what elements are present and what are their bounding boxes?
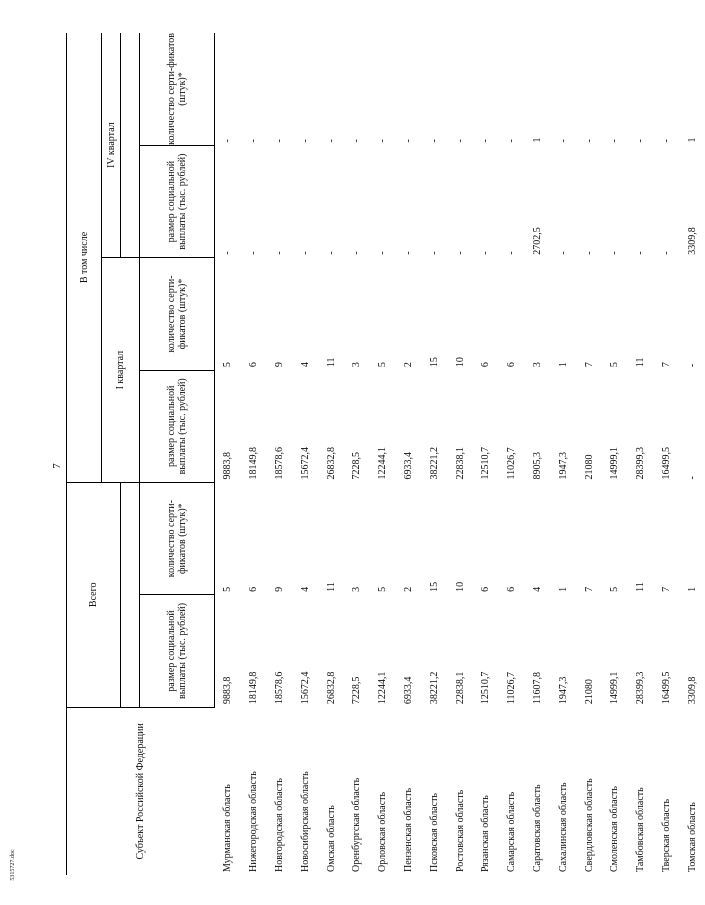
cell-subject: Орловская область (377, 791, 389, 872)
cell-total-certificates: 3 (351, 586, 363, 592)
cell-q4-certificates: - (480, 139, 492, 143)
header-subject: Субъект Российской Федерации (67, 707, 215, 875)
cell-q1-payment: 12510,7 (480, 446, 492, 480)
cell-total-certificates: 5 (609, 586, 621, 592)
cell-total-certificates: 15 (428, 581, 440, 592)
cell-q1-certificates: - (686, 363, 698, 368)
cell-q4-certificates: - (299, 139, 311, 143)
header-quarter-1: I квартал (102, 258, 140, 483)
table-row (602, 33, 628, 875)
cell-q1-payment: 6933,4 (402, 451, 414, 480)
cell-q1-payment: - (686, 476, 698, 480)
cell-q4-certificates: - (248, 139, 260, 143)
cell-q4-payment: - (428, 251, 440, 255)
cell-q1-payment: 11026,7 (506, 447, 518, 480)
cell-subject: Новосибирская область (299, 771, 311, 872)
table-header (67, 33, 215, 875)
cell-q4-certificates: - (351, 139, 363, 143)
table-row (550, 33, 576, 875)
cell-q4-certificates: - (635, 139, 647, 143)
header-total: Всего (67, 482, 121, 707)
cell-q1-certificates: 6 (506, 362, 518, 368)
cell-q1-certificates: 9 (273, 362, 285, 368)
cell-q4-certificates: - (583, 139, 595, 143)
cell-total-payment: 18149,8 (248, 671, 260, 705)
cell-q1-payment: 8905,3 (531, 451, 543, 480)
table-row (267, 33, 293, 875)
header-q1-certificates: количество серти-фикатов (штук)* (140, 258, 215, 370)
table-row (396, 33, 422, 875)
cell-total-payment: 15672,4 (299, 671, 311, 705)
cell-q1-payment: 26832,8 (325, 446, 337, 480)
cell-total-certificates: 2 (402, 586, 414, 592)
cell-total-payment: 18578,6 (273, 671, 285, 705)
cell-total-payment: 22838,1 (454, 671, 466, 705)
cell-total-certificates: 9 (273, 586, 285, 592)
table-row (370, 33, 396, 875)
cell-subject: Сахалинская область (557, 782, 569, 872)
cell-subject: Самарская область (506, 791, 518, 872)
cell-total-certificates: 1 (557, 586, 569, 592)
cell-subject: Тамбовская область (635, 787, 647, 872)
cell-q4-payment: - (377, 251, 389, 255)
cell-subject: Ростовская область (454, 789, 466, 872)
cell-q4-payment: - (635, 251, 647, 255)
cell-q1-certificates: 6 (248, 362, 260, 368)
cell-subject: Псковская область (428, 793, 440, 872)
cell-q1-payment: 14999,1 (609, 446, 621, 480)
table-row (473, 33, 499, 875)
cell-subject: Томская область (686, 802, 698, 872)
cell-q4-payment: - (583, 251, 595, 255)
cell-subject: Нижегородская область (248, 771, 260, 872)
cell-subject: Свердловская область (583, 778, 595, 872)
cell-q4-payment: - (454, 251, 466, 255)
cell-q1-payment: 9883,8 (222, 451, 234, 480)
cell-q4-payment: - (222, 251, 234, 255)
page-number: 7 (51, 463, 63, 469)
cell-subject: Тверская область (660, 798, 672, 872)
table-body (215, 33, 705, 875)
cell-total-payment: 3309,8 (686, 676, 698, 705)
cell-q4-certificates: 1 (686, 137, 698, 143)
rotated-table-container (66, 33, 698, 875)
cell-subject: Смоленская область (609, 786, 621, 872)
cell-q1-certificates: 7 (583, 362, 595, 368)
cell-q4-certificates: - (428, 139, 440, 143)
cell-q1-payment: 22838,1 (454, 446, 466, 480)
cell-total-payment: 21080 (583, 679, 595, 705)
cell-total-certificates: 7 (660, 586, 672, 592)
cell-total-certificates: 5 (377, 586, 389, 592)
cell-q1-certificates: 15 (428, 357, 440, 368)
cell-q4-certificates: - (222, 139, 234, 143)
cell-q4-certificates: - (377, 139, 389, 143)
cell-q4-certificates: 1 (531, 137, 543, 143)
cell-total-payment: 9883,8 (222, 676, 234, 705)
cell-q4-payment: - (248, 251, 260, 255)
cell-q1-certificates: 6 (480, 362, 492, 368)
cell-q1-payment: 1947,3 (557, 451, 569, 480)
cell-total-payment: 14999,1 (609, 671, 621, 705)
cell-q4-certificates: - (609, 139, 621, 143)
table-row (292, 33, 318, 875)
table-row (576, 33, 602, 875)
cell-total-payment: 12510,7 (480, 671, 492, 705)
cell-q4-certificates: - (325, 139, 337, 143)
cell-subject: Омская область (325, 805, 337, 872)
cell-total-certificates: 1 (686, 586, 698, 592)
cell-subject: Мурманская область (222, 784, 234, 872)
cell-total-certificates: 4 (299, 586, 311, 592)
cell-q1-payment: 21080 (583, 454, 595, 480)
cell-total-payment: 16499,5 (660, 671, 672, 705)
table-row (628, 33, 654, 875)
cell-q4-certificates: - (506, 139, 518, 143)
cell-q1-payment: 15672,4 (299, 446, 311, 480)
cell-total-certificates: 10 (454, 581, 466, 592)
cell-q1-payment: 16499,5 (660, 446, 672, 480)
cell-q1-payment: 18578,6 (273, 446, 285, 480)
cell-q1-certificates: 5 (222, 362, 234, 368)
header-q4-spacer (121, 33, 140, 258)
cell-q1-payment: 12244,1 (377, 446, 389, 480)
header-q4-payment: размер социальной выплаты (тыс. рублей) (140, 145, 215, 257)
cell-q4-payment: - (506, 251, 518, 255)
table-row (525, 33, 551, 875)
cell-q4-payment: - (325, 251, 337, 255)
cell-q1-certificates: 11 (325, 357, 337, 368)
header-q1-payment: размер социальной выплаты (тыс. рублей) (140, 370, 215, 482)
table-row (241, 33, 267, 875)
cell-total-payment: 6933,4 (402, 676, 414, 705)
cell-q4-payment: - (660, 251, 672, 255)
cell-q1-certificates: 3 (531, 362, 543, 368)
cell-total-certificates: 4 (531, 586, 543, 592)
cell-subject: Саратовская область (531, 784, 543, 872)
cell-q4-payment: - (351, 251, 363, 255)
cell-q4-certificates: - (454, 139, 466, 143)
cell-q4-payment: 2702,5 (531, 227, 543, 255)
table-row (318, 33, 344, 875)
cell-total-certificates: 6 (506, 586, 518, 592)
cell-subject: Оренбургская область (351, 777, 363, 872)
cell-subject: Рязанская область (480, 795, 492, 872)
cell-q4-payment: - (480, 251, 492, 255)
subsidy-table (66, 33, 705, 875)
cell-q4-certificates: - (557, 139, 569, 143)
cell-q1-payment: 18149,8 (248, 446, 260, 480)
header-q4-certificates: количество серти-фикатов (штук)* (140, 33, 215, 145)
cell-total-payment: 28399,3 (635, 671, 647, 705)
cell-q1-certificates: 5 (377, 362, 389, 368)
cell-total-certificates: 7 (583, 586, 595, 592)
cell-q1-payment: 7228,5 (351, 451, 363, 480)
cell-q1-certificates: 1 (557, 362, 569, 368)
cell-subject: Новгородская область (273, 778, 285, 872)
cell-q4-payment: - (609, 251, 621, 255)
cell-q1-certificates: 11 (635, 357, 647, 368)
cell-q1-certificates: 10 (454, 357, 466, 368)
header-total-spacer (121, 482, 140, 707)
cell-q1-payment: 28399,3 (635, 446, 647, 480)
header-total-payment: размер социальной выплаты (тыс. рублей) (140, 595, 215, 707)
cell-total-payment: 7228,5 (351, 676, 363, 705)
header-in-that-number: В том числе (67, 33, 102, 482)
cell-q4-certificates: - (402, 139, 414, 143)
cell-total-payment: 12244,1 (377, 671, 389, 705)
cell-q4-payment: - (273, 251, 285, 255)
cell-total-payment: 26832,8 (325, 671, 337, 705)
table-row (654, 33, 680, 875)
header-total-certificates: количество серти-фикатов (штук)* (140, 482, 215, 594)
cell-q4-payment: - (402, 251, 414, 255)
cell-total-certificates: 6 (480, 586, 492, 592)
footer-doc-name: 5315727.doc (10, 849, 16, 881)
cell-q4-payment: 3309,8 (686, 227, 698, 255)
cell-q4-payment: - (557, 251, 569, 255)
cell-q1-certificates: 7 (660, 362, 672, 368)
cell-q1-payment: 38221,2 (428, 446, 440, 480)
table-row (215, 33, 241, 875)
table-row (421, 33, 447, 875)
cell-total-certificates: 5 (222, 586, 234, 592)
table-row (344, 33, 370, 875)
cell-total-certificates: 11 (325, 582, 337, 592)
cell-q1-certificates: 4 (299, 362, 311, 368)
cell-q1-certificates: 2 (402, 362, 414, 368)
cell-q1-certificates: 5 (609, 362, 621, 368)
cell-q1-certificates: 3 (351, 362, 363, 368)
cell-q4-certificates: - (273, 139, 285, 143)
cell-total-payment: 38221,2 (428, 671, 440, 705)
cell-total-certificates: 11 (635, 582, 647, 592)
cell-q4-certificates: - (660, 139, 672, 143)
header-quarter-4: IV квартал (102, 33, 121, 258)
table-row (679, 33, 705, 875)
table-row (447, 33, 473, 875)
cell-q4-payment: - (299, 251, 311, 255)
cell-subject: Пензенская область (402, 787, 414, 872)
cell-total-certificates: 6 (248, 586, 260, 592)
cell-total-payment: 1947,3 (557, 676, 569, 705)
cell-total-payment: 11026,7 (506, 672, 518, 705)
table-row (499, 33, 525, 875)
cell-total-payment: 11607,8 (531, 672, 543, 705)
